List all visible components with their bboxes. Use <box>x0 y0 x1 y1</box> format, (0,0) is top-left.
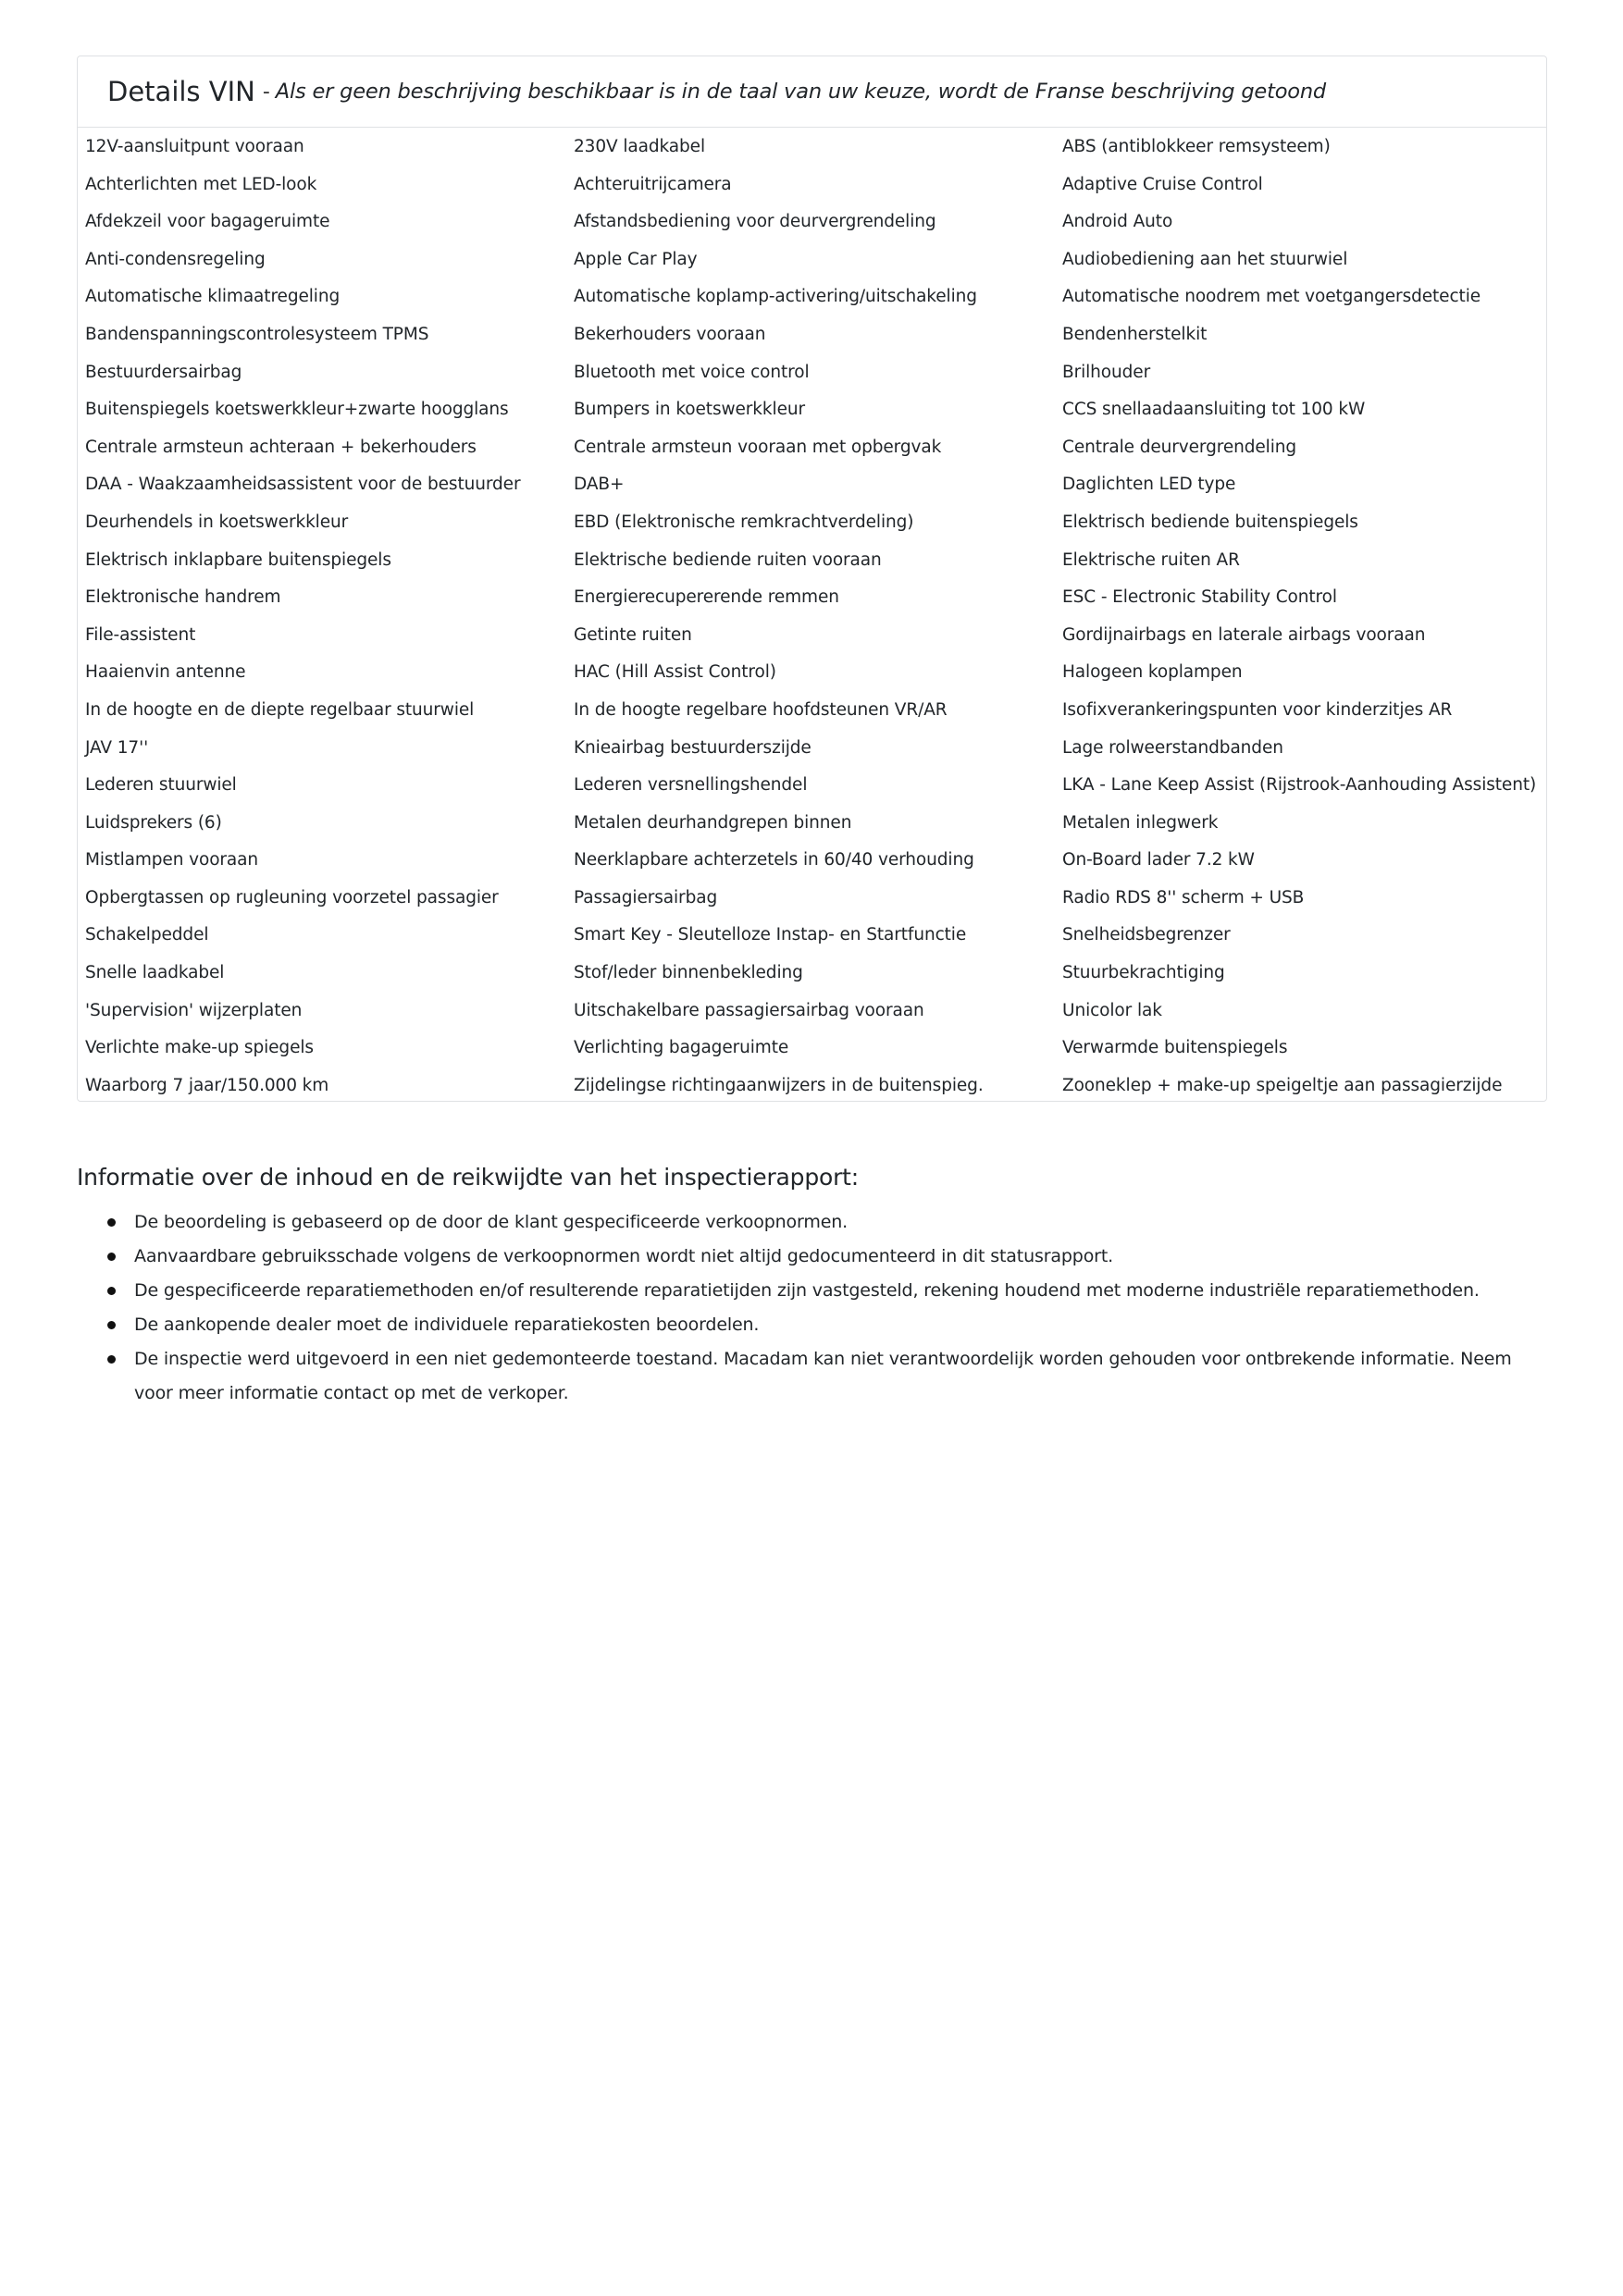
feature-item: Opbergtassen op rugleuning voorzetel passagier <box>85 887 499 907</box>
feature-item: LKA - Lane Keep Assist (Rijstrook-Aanhouding Assistent) <box>1062 775 1537 796</box>
bullet-icon <box>107 1355 116 1364</box>
feature-item: Audiobediening aan het stuurwiel <box>1062 249 1348 269</box>
feature-item: Stof/leder binnenbekleding <box>574 963 803 983</box>
feature-item: Bestuurdersairbag <box>85 362 242 382</box>
feature-item: In de hoogte en de diepte regelbaar stuurwiel <box>85 699 475 720</box>
feature-item: CCS snellaadaansluiting tot 100 kW <box>1062 400 1366 420</box>
feature-item: Lederen stuurwiel <box>85 775 237 796</box>
report-info-item <box>77 1274 1557 1308</box>
feature-item: Verlichte make-up spiegels <box>85 1038 314 1058</box>
feature-item: Centrale deurvergrendeling <box>1062 437 1297 457</box>
feature-item: Centrale armsteun vooraan met opbergvak <box>574 437 942 457</box>
feature-item: ABS (antiblokkeer remsysteem) <box>1062 137 1331 156</box>
feature-item: Schakelpeddel <box>85 925 209 945</box>
feature-item: Centrale armsteun achteraan + bekerhouders <box>85 437 477 457</box>
feature-item: Isofixverankeringspunten voor kinderzitjes AR <box>1062 699 1453 720</box>
feature-item: File-assistent <box>85 624 196 645</box>
title-separator: - <box>262 80 270 104</box>
feature-item: Achteruitrijcamera <box>574 174 732 194</box>
feature-item: Achterlichten met LED-look <box>85 174 317 194</box>
feature-item: Bandenspanningscontrolesysteem TPMS <box>85 324 429 344</box>
feature-item: Lederen versnellingshendel <box>574 775 808 796</box>
feature-item: Energierecupererende remmen <box>574 587 839 608</box>
feature-item: Zijdelingse richtingaanwijzers in de buitenspieg. <box>574 1075 984 1095</box>
feature-grid <box>78 128 1546 1102</box>
report-info-text: De beoordeling is gebaseerd op de door de klant gespecificeerde verkoopnormen. <box>134 1212 849 1232</box>
report-info-section <box>77 1164 1557 1411</box>
report-info-item <box>77 1308 1557 1342</box>
feature-item: In de hoogte regelbare hoofdsteunen VR/AR <box>574 699 948 720</box>
vin-details-header <box>78 56 1546 128</box>
feature-item: DAB+ <box>574 475 625 495</box>
feature-item: Android Auto <box>1062 212 1173 232</box>
feature-item: Automatische noodrem met voetgangersdetectie <box>1062 287 1481 307</box>
report-info-item <box>77 1342 1557 1411</box>
feature-item: Gordijnairbags en laterale airbags vooraan <box>1062 624 1426 645</box>
report-info-item <box>77 1205 1557 1240</box>
feature-item: Brilhouder <box>1062 362 1151 382</box>
feature-item: Waarborg 7 jaar/150.000 km <box>85 1075 329 1095</box>
feature-item: Elektrisch inklapbare buitenspiegels <box>85 549 391 570</box>
feature-item: Deurhendels in koetswerkkleur <box>85 512 349 532</box>
feature-item: Apple Car Play <box>574 249 698 269</box>
bullet-icon <box>107 1218 116 1227</box>
feature-item: 12V-aansluitpunt vooraan <box>85 137 304 156</box>
feature-item: Unicolor lak <box>1062 1000 1162 1020</box>
feature-item: Lage rolweerstandbanden <box>1062 737 1283 758</box>
feature-item: Mistlampen vooraan <box>85 850 259 870</box>
feature-item: Automatische koplamp-activering/uitschakeling <box>574 287 977 307</box>
feature-item: On-Board lader 7.2 kW <box>1062 850 1255 870</box>
feature-item: Radio RDS 8'' scherm + USB <box>1062 887 1305 907</box>
feature-item: ESC - Electronic Stability Control <box>1062 587 1337 608</box>
feature-item: Snelle laadkabel <box>85 963 225 983</box>
feature-item: Verlichting bagageruimte <box>574 1038 789 1058</box>
feature-item: 'Supervision' wijzerplaten <box>85 1000 303 1020</box>
feature-item: Elektrisch bediende buitenspiegels <box>1062 512 1358 532</box>
feature-item: Passagiersairbag <box>574 887 718 907</box>
feature-item: Automatische klimaatregeling <box>85 287 341 307</box>
feature-item: Smart Key - Sleutelloze Instap- en Startfunctie <box>574 925 967 945</box>
report-info-list <box>77 1205 1557 1411</box>
feature-item: Adaptive Cruise Control <box>1062 174 1263 194</box>
feature-item: Uitschakelbare passagiersairbag vooraan <box>574 1000 924 1020</box>
feature-item: Afdekzeil voor bagageruimte <box>85 212 330 232</box>
feature-item: Bluetooth met voice control <box>574 362 810 382</box>
feature-item: Elektrische ruiten AR <box>1062 549 1240 570</box>
feature-item: Zooneklep + make-up speigeltje aan passagierzijde <box>1062 1075 1503 1095</box>
feature-item: Elektronische handrem <box>85 587 281 608</box>
feature-item: Knieairbag bestuurderszijde <box>574 737 812 758</box>
feature-item: HAC (Hill Assist Control) <box>574 662 776 683</box>
feature-item: Halogeen koplampen <box>1062 662 1243 683</box>
feature-item: Neerklapbare achterzetels in 60/40 verhouding <box>574 850 974 870</box>
feature-item: Afstandsbediening voor deurvergrendeling <box>574 212 936 232</box>
feature-item: Verwarmde buitenspiegels <box>1062 1038 1288 1058</box>
report-info-title: Informatie over de inhoud en de reikwijdte van het inspectierapport: <box>77 1164 859 1191</box>
bullet-icon <box>107 1321 116 1329</box>
vin-details-subtitle: Als er geen beschrijving beschikbaar is in de taal van uw keuze, wordt de Franse beschrijving getoond <box>275 80 1326 104</box>
feature-item: EBD (Elektronische remkrachtverdeling) <box>574 512 914 532</box>
report-info-text: De gespecificeerde reparatiemethoden en/of resulterende reparatietijden zijn vastgesteld, rekening houdend met moderne industriële reparatiemethoden. <box>134 1280 1480 1301</box>
vin-details-card <box>77 56 1547 1102</box>
feature-item: Luidsprekers (6) <box>85 812 222 833</box>
report-info-text: Aanvaardbare gebruiksschade volgens de verkoopnormen wordt niet altijd gedocumenteerd in dit statusrapport. <box>134 1246 1114 1266</box>
feature-item: Metalen inlegwerk <box>1062 812 1219 833</box>
feature-item: 230V laadkabel <box>574 137 705 156</box>
feature-item: Buitenspiegels koetswerkkleur+zwarte hoogglans <box>85 400 509 420</box>
feature-item: Daglichten LED type <box>1062 475 1236 495</box>
feature-item: Anti-condensregeling <box>85 249 266 269</box>
feature-item: Metalen deurhandgrepen binnen <box>574 812 852 833</box>
bullet-icon <box>107 1287 116 1295</box>
vin-details-title: Details VIN <box>107 76 255 107</box>
feature-item: Bumpers in koetswerkkleur <box>574 400 805 420</box>
feature-item: Bendenherstelkit <box>1062 324 1208 344</box>
feature-item: JAV 17'' <box>85 737 149 758</box>
feature-item: Getinte ruiten <box>574 624 692 645</box>
report-info-text: De inspectie werd uitgevoerd in een niet gedemonteerde toestand. Macadam kan niet verantwoordelijk worden gehouden voor ontbrekende informatie. Neem voor meer informatie contact op met de verkoper. <box>134 1349 1512 1403</box>
report-info-item <box>77 1240 1557 1274</box>
feature-item: Haaienvin antenne <box>85 662 246 683</box>
feature-item: DAA - Waakzaamheidsassistent voor de bestuurder <box>85 475 521 495</box>
feature-item: Snelheidsbegrenzer <box>1062 925 1231 945</box>
feature-item: Bekerhouders vooraan <box>574 324 766 344</box>
feature-item: Elektrische bediende ruiten vooraan <box>574 549 882 570</box>
feature-item: Stuurbekrachtiging <box>1062 963 1225 983</box>
report-info-text: De aankopende dealer moet de individuele reparatiekosten beoordelen. <box>134 1315 760 1335</box>
bullet-icon <box>107 1253 116 1261</box>
